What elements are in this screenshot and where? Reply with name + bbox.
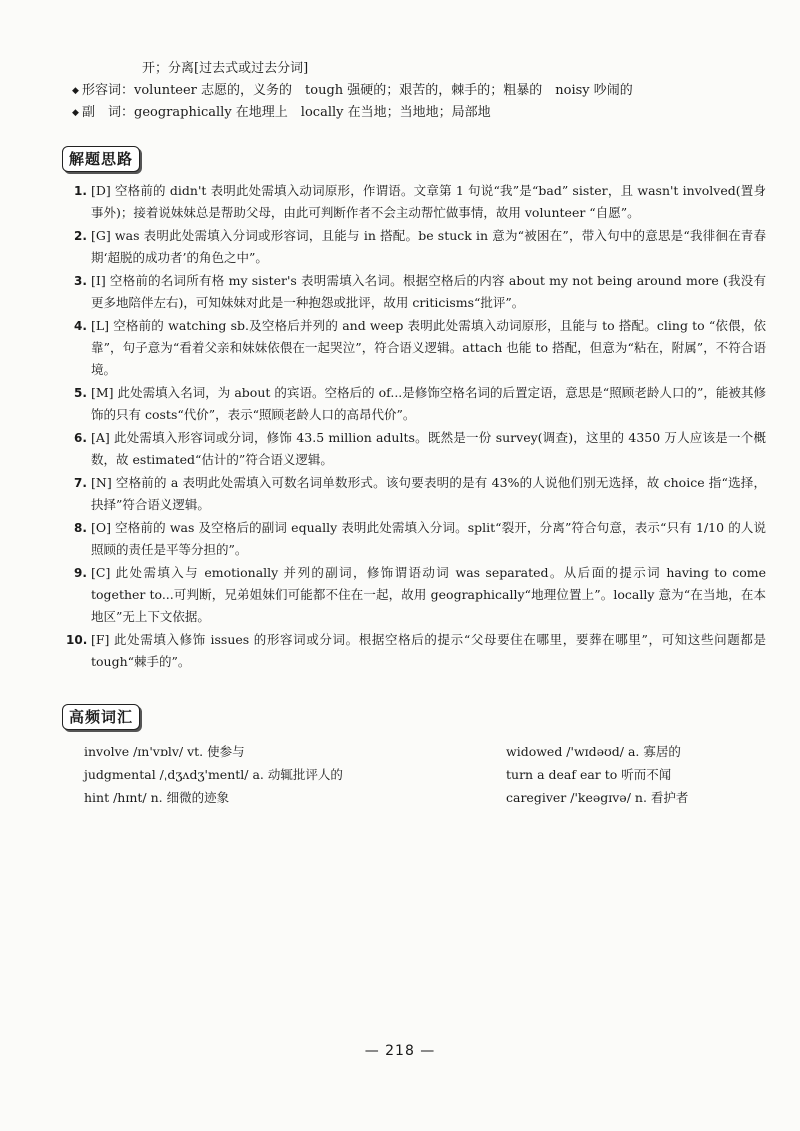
continuation-line: 开；分离[过去式或过去分词] — [142, 61, 309, 76]
answer-number: 4. — [74, 319, 87, 333]
answer-text: [O] 空格前的 was 及空格后的副词 equally 表明此处需填入分词。split“裂开，分离”符合句意，表示“只有 1/10 的人说照顾的责任是平等分担的”。 — [91, 520, 766, 557]
answer-item — [74, 180, 766, 224]
vocabulary-header: 高频词汇 — [62, 704, 140, 730]
vocab-item: judgmental /ˌdʒʌdʒ'mentl/ a. 动辄批评人的 — [84, 767, 343, 782]
answer-item — [74, 270, 766, 314]
adverb-text: 副 词：geographically 在地理上 locally 在当地；当地地；局部地 — [82, 105, 491, 120]
answer-text: [G] was 表明此处需填入分词或形容词，且能与 in 搭配。be stuck in 意为“被困在”，带入句中的意思是“我徘徊在青春期‘超脱的成功者’的角色之中”。 — [91, 228, 766, 265]
answer-item — [74, 382, 766, 426]
answer-text: [F] 此处需填入修饰 issues 的形容词或分词。根据空格后的提示“父母要住在哪里，要葬在哪里”，可知这些问题都是 tough“棘手的”。 — [91, 632, 766, 669]
answer-item — [74, 315, 766, 381]
answer-item — [74, 427, 766, 471]
answer-text: [M] 此处需填入名词，为 about 的宾语。空格后的 of...是修饰空格名词的后置定语，意思是“照顾老龄人口的”，能被其修饰的只有 costs“代价”，表示“照顾老龄人口的高昂代价”。 — [91, 385, 766, 422]
vocab-continuation — [72, 58, 772, 124]
answer-number: 3. — [74, 274, 87, 288]
vocab-column-left — [84, 740, 464, 809]
answer-text: [D] 空格前的 didn't 表明此处需填入动词原形，作谓语。文章第 1 句说“我”是“bad” sister，且 wasn't involved(置身事外)；接着说妹妹总是帮助父母，由此可判断作者不会主动帮忙做事情，故用 volunteer “自愿”。 — [91, 183, 766, 220]
answer-number: 8. — [74, 521, 87, 535]
adjective-text: 形容词：volunteer 志愿的，义务的 tough 强硬的；艰苦的，棘手的；粗暴的 noisy 吵闹的 — [82, 83, 633, 98]
answer-item — [74, 562, 766, 628]
vocab-item: widowed /'wɪdəʊd/ a. 寡居的 — [506, 744, 681, 759]
answer-list — [66, 180, 766, 674]
answer-number: 2. — [74, 229, 87, 243]
answer-number: 1. — [74, 184, 87, 198]
answer-text: [C] 此处需填入与 emotionally 并列的副词，修饰谓语动词 was separated。从后面的提示词 having to come together to...可判断，兄弟姐妹们可能都不住在一起，故用 geographically“地理位置上”。locally 意为“在当地，在本地区”无上下文依据。 — [91, 565, 766, 624]
vocab-item: hint /hɪnt/ n. 细微的迹象 — [84, 790, 230, 805]
answer-number: 10. — [66, 633, 88, 647]
answer-item — [66, 629, 766, 673]
diamond-bullet-icon: ◆ — [72, 108, 79, 118]
answer-number: 7. — [74, 476, 87, 490]
answer-item — [74, 225, 766, 269]
answer-number: 6. — [74, 431, 87, 445]
answer-item — [74, 517, 766, 561]
vocab-item: involve /ɪn'vɒlv/ vt. 使参与 — [84, 744, 245, 759]
solution-header: 解题思路 — [62, 146, 140, 172]
answer-number: 5. — [74, 386, 87, 400]
answer-text: [N] 空格前的 a 表明此处需填入可数名词单数形式。该句要表明的是有 43%的人说他们别无选择，故 choice 指“选择，抉择”符合语义逻辑。 — [91, 475, 766, 512]
answer-text: [I] 空格前的名词所有格 my sister's 表明需填入名词。根据空格后的内容 about my not being around more (我没有更多地陪伴左右)，可知妹妹对此是一种抱怨或批评，故用 criticisms“批评”。 — [91, 273, 766, 310]
adverb-line — [72, 102, 772, 124]
answer-text: [A] 此处需填入形容词或分词，修饰 43.5 million adults。既然是一份 survey(调查)，这里的 4350 万人应该是一个概数，故 estimated“估计的”符合语义逻辑。 — [91, 430, 766, 467]
vocab-column-right — [506, 740, 776, 809]
adjective-line — [72, 80, 772, 102]
page-number — [0, 1043, 800, 1059]
page-number-text: — 218 — — [364, 1043, 436, 1059]
answer-item — [74, 472, 766, 516]
diamond-bullet-icon: ◆ — [72, 86, 79, 96]
vocab-item: caregiver /'keəgɪvə/ n. 看护者 — [506, 790, 689, 805]
answer-number: 9. — [74, 566, 87, 580]
vocab-item: turn a deaf ear to 听而不闻 — [506, 767, 672, 782]
answer-text: [L] 空格前的 watching sb.及空格后并列的 and weep 表明此处需填入动词原形，且能与 to 搭配。cling to “依偎，依靠”，句子意为“看着父亲和妹妹依偎在一起哭泣”，符合语义逻辑。attach 也能 to 搭配，但意为“粘在，附属”，不符合语境。 — [91, 318, 766, 377]
